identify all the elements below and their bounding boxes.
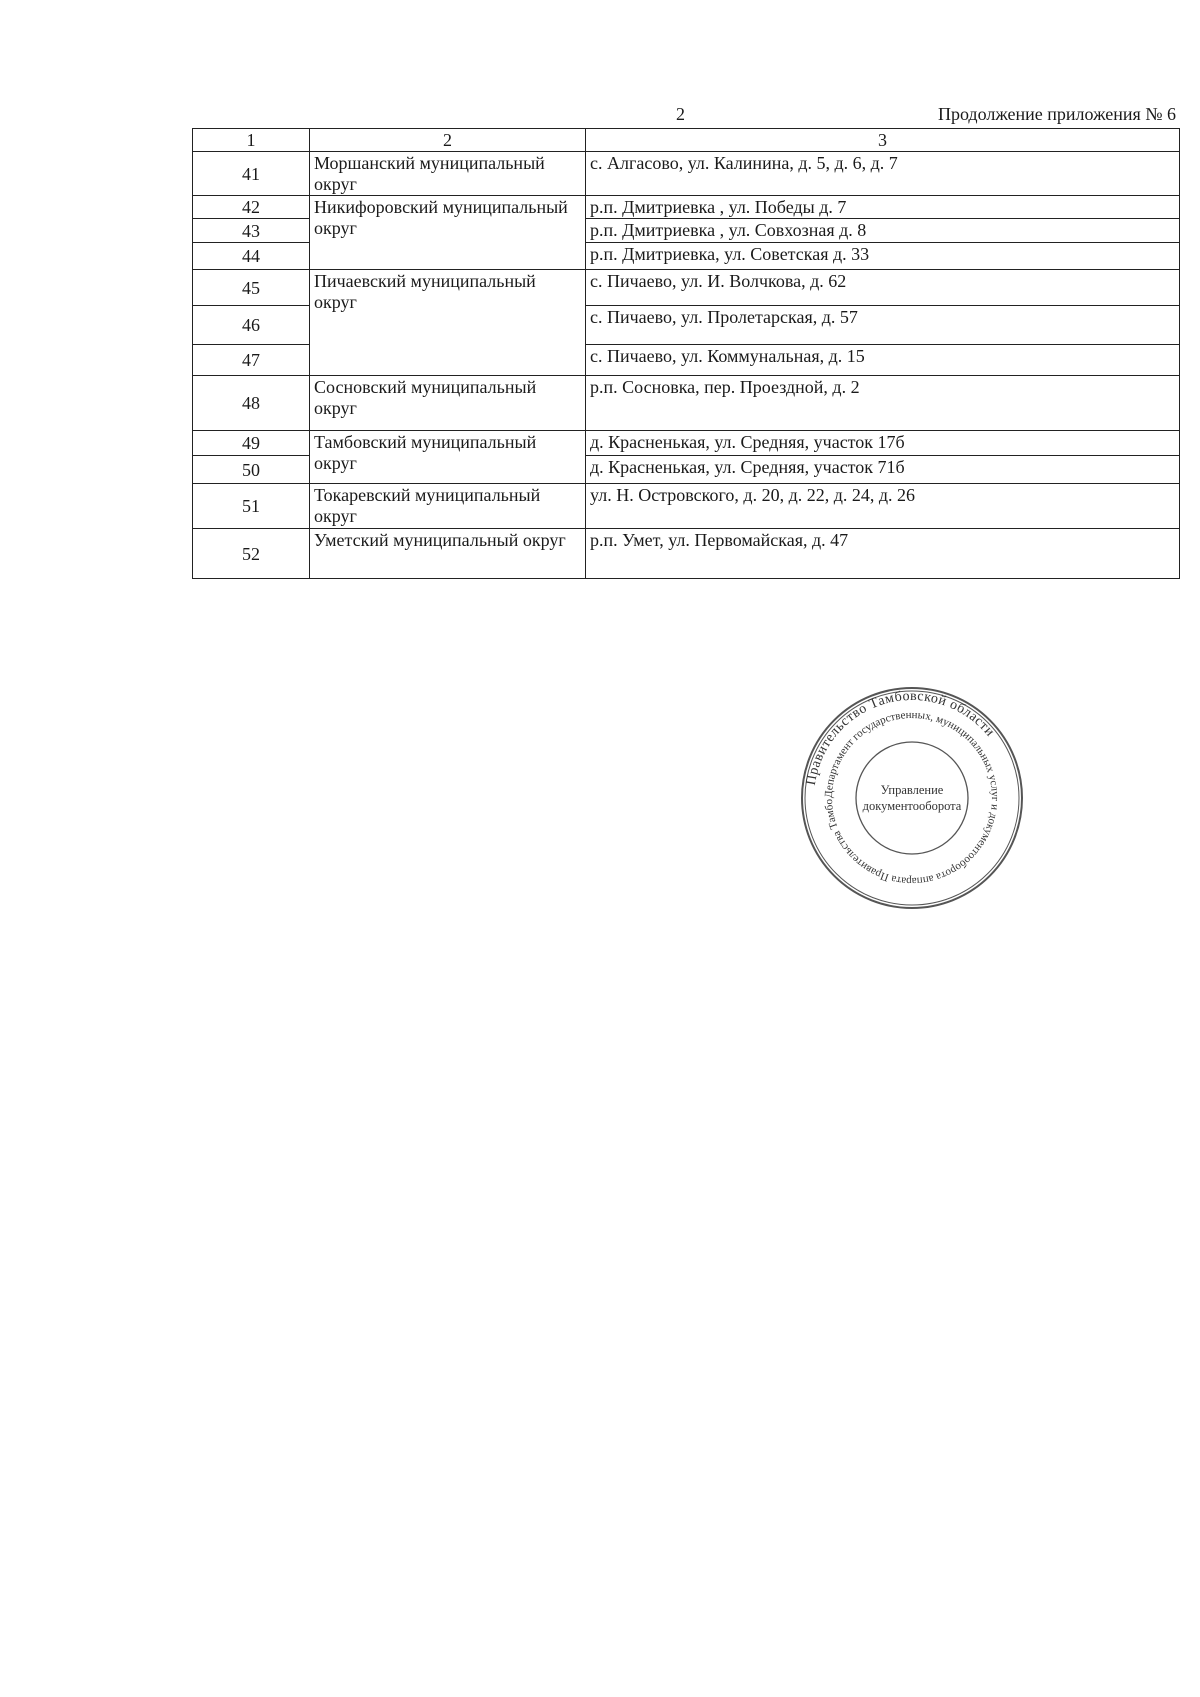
column-header-2: 2 xyxy=(310,129,586,152)
address-cell: д. Красненькая, ул. Средняя, участок 17б xyxy=(586,431,1180,456)
stamp-outer-text: Правительство Тамбовской области xyxy=(803,688,998,787)
row-number: 43 xyxy=(193,219,310,243)
column-header-3: 3 xyxy=(586,129,1180,152)
address-cell: с. Пичаево, ул. Коммунальная, д. 15 xyxy=(586,345,1180,376)
official-stamp xyxy=(800,686,1024,910)
address-cell: р.п. Дмитриевка, ул. Советская д. 33 xyxy=(586,243,1180,270)
stamp-center-line1: Управление xyxy=(880,783,944,797)
district-cell: Пичаевский муниципальный округ xyxy=(310,270,586,376)
row-number: 45 xyxy=(193,270,310,306)
addresses-table xyxy=(192,128,1180,579)
district-cell: Никифоровский муниципальный округ xyxy=(310,196,586,270)
district-cell: Уметский муниципальный округ xyxy=(310,529,586,579)
column-header-1: 1 xyxy=(193,129,310,152)
table-row xyxy=(193,376,1180,431)
table-row xyxy=(193,431,1180,456)
address-cell: с. Алгасово, ул. Калинина, д. 5, д. 6, д. 7 xyxy=(586,152,1180,196)
table-header-row xyxy=(193,129,1180,152)
appendix-continuation-note: Продолжение приложения № 6 xyxy=(937,104,1176,124)
table-row xyxy=(193,529,1180,579)
stamp-center-label xyxy=(863,782,962,814)
address-cell: р.п. Умет, ул. Первомайская, д. 47 xyxy=(586,529,1180,579)
row-number: 51 xyxy=(193,484,310,529)
stamp-inner-text: Департамент государственных, муниципальных услуг и документооборота аппарата Правительства Тамбо xyxy=(822,708,1002,888)
table-row xyxy=(193,484,1180,529)
row-number: 46 xyxy=(193,306,310,345)
district-cell: Токаревский муниципальный округ xyxy=(310,484,586,529)
row-number: 50 xyxy=(193,456,310,484)
table-row xyxy=(193,196,1180,219)
row-number: 42 xyxy=(193,196,310,219)
row-number: 48 xyxy=(193,376,310,431)
stamp-center-line2: документооборота xyxy=(862,799,962,813)
district-cell: Тамбовский муниципальный округ xyxy=(310,431,586,484)
row-number: 44 xyxy=(193,243,310,270)
address-cell: с. Пичаево, ул. И. Волчкова, д. 62 xyxy=(586,270,1180,306)
address-cell: р.п. Дмитриевка , ул. Совхозная д. 8 xyxy=(586,219,1180,243)
district-cell: Сосновский муниципальный округ xyxy=(310,376,586,431)
table-row xyxy=(193,270,1180,306)
row-number: 52 xyxy=(193,529,310,579)
row-number: 47 xyxy=(193,345,310,376)
row-number: 49 xyxy=(193,431,310,456)
page-number: 2 xyxy=(676,104,685,124)
address-cell: р.п. Сосновка, пер. Проездной, д. 2 xyxy=(586,376,1180,431)
address-cell: д. Красненькая, ул. Средняя, участок 71б xyxy=(586,456,1180,484)
address-cell: с. Пичаево, ул. Пролетарская, д. 57 xyxy=(586,306,1180,345)
table-row xyxy=(193,152,1180,196)
address-cell: р.п. Дмитриевка , ул. Победы д. 7 xyxy=(586,196,1180,219)
address-cell: ул. Н. Островского, д. 20, д. 22, д. 24, д. 26 xyxy=(586,484,1180,529)
row-number: 41 xyxy=(193,152,310,196)
district-cell: Моршанский муниципальный округ xyxy=(310,152,586,196)
